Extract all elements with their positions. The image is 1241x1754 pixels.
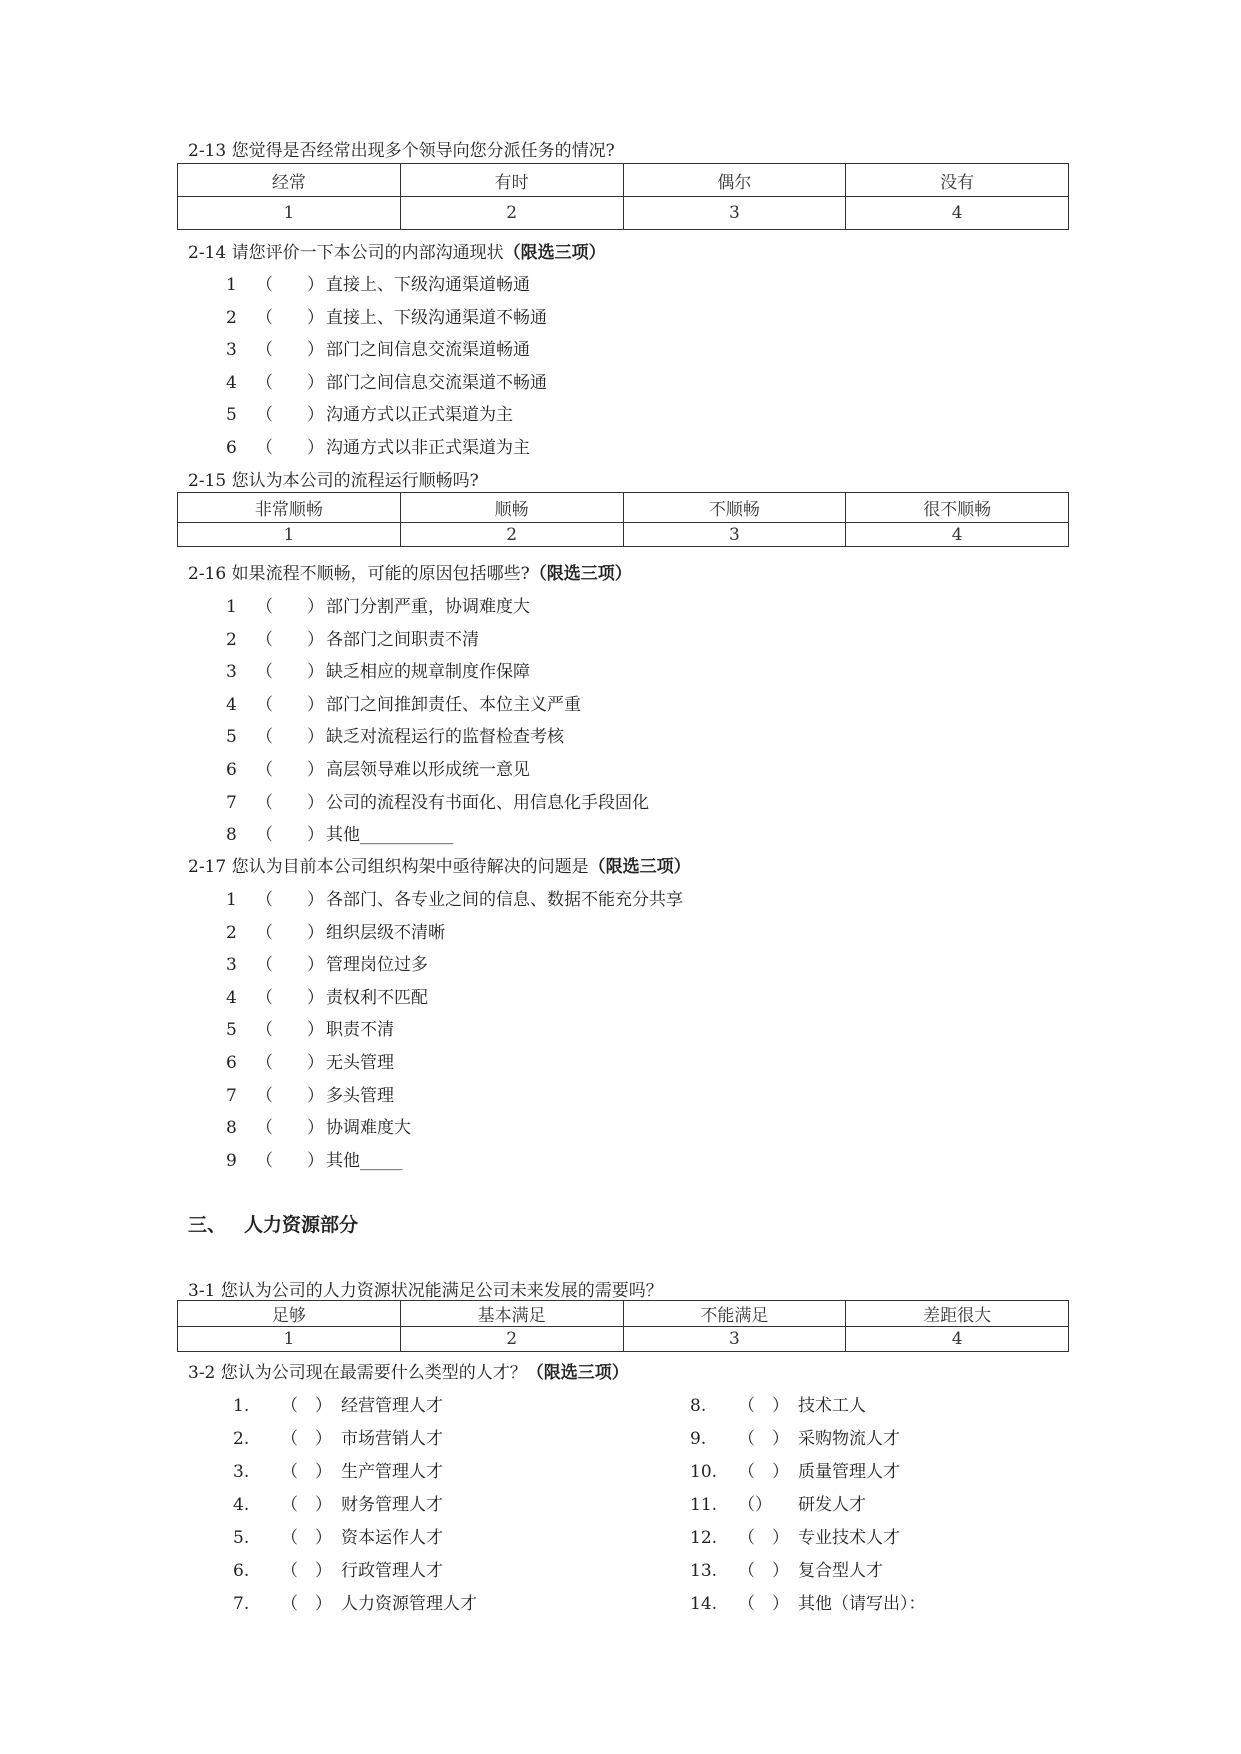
option-row[interactable]: [226, 400, 513, 425]
option-number: 14.: [690, 1594, 718, 1614]
question-note: （限选三项）: [526, 1363, 629, 1383]
option-number: 5.: [233, 1528, 250, 1548]
question-2-17-title: [188, 852, 691, 877]
option-text: 生产管理人才: [341, 1462, 443, 1482]
scale-value[interactable]: 4: [846, 523, 1069, 547]
option-text: 部门之间推卸责任、本位主义严重: [326, 694, 581, 715]
question-note: （限选三项）: [588, 857, 691, 877]
option-text: 部门分割严重，协调难度大: [326, 597, 530, 617]
option-text: 缺乏相应的规章制度作保障: [326, 662, 530, 683]
option-number: 7: [226, 792, 237, 813]
option-number: 9.: [690, 1429, 707, 1449]
scale-value[interactable]: 1: [178, 523, 401, 547]
option-row[interactable]: [226, 690, 581, 715]
option-checkbox-paren[interactable]: （）: [738, 1495, 772, 1515]
option-checkbox-paren[interactable]: （ ）: [281, 1396, 332, 1416]
option-number: 4: [226, 987, 237, 1008]
option-row[interactable]: [226, 1081, 394, 1106]
scale-header: 很不顺畅: [846, 493, 1069, 523]
option-number: 1.: [233, 1396, 250, 1416]
option-text: 其他_____: [326, 1150, 403, 1171]
option-text: 经营管理人才: [341, 1396, 443, 1416]
question-2-15-title: 2-15 您认为本公司的流程运行顺畅吗?: [188, 471, 479, 491]
option-text: 质量管理人才: [798, 1462, 900, 1482]
option-row[interactable]: [226, 625, 479, 650]
question-note: （限选三项）: [503, 243, 606, 263]
option-checkbox-paren[interactable]: （ ）: [738, 1594, 789, 1614]
option-number: 5: [226, 1020, 237, 1041]
option-number: 2: [226, 307, 237, 328]
option-checkbox-paren[interactable]: （ ）: [281, 1429, 332, 1449]
option-text: 行政管理人才: [341, 1561, 443, 1581]
option-text: 直接上、下级沟通渠道畅通: [326, 275, 530, 295]
option-row[interactable]: [226, 335, 530, 360]
option-text: 多头管理: [326, 1085, 394, 1106]
talent-option-row[interactable]: [690, 1556, 883, 1581]
talent-option-row[interactable]: [233, 1424, 443, 1449]
scale-value[interactable]: 1: [178, 1327, 401, 1352]
option-number: 2.: [233, 1429, 250, 1449]
option-number: 3.: [233, 1462, 250, 1482]
option-checkbox-paren[interactable]: （ ）: [256, 922, 324, 943]
option-checkbox-paren[interactable]: （ ）: [256, 1118, 324, 1139]
talent-option-row[interactable]: [233, 1490, 443, 1515]
option-row[interactable]: [226, 820, 454, 845]
option-row[interactable]: [226, 755, 530, 780]
scale-table-3-1: [177, 1300, 1069, 1352]
question-2-13-title: 2-13 您觉得是否经常出现多个领导向您分派任务的情况?: [188, 141, 615, 161]
option-text: 研发人才: [798, 1495, 866, 1515]
option-checkbox-paren[interactable]: （ ）: [256, 597, 324, 617]
option-number: 6: [226, 1053, 237, 1073]
option-number: 3: [226, 662, 237, 683]
option-text: 其他（请写出）：: [798, 1594, 926, 1614]
talent-option-row[interactable]: [690, 1424, 900, 1449]
talent-option-row[interactable]: [690, 1589, 926, 1614]
talent-option-row[interactable]: [233, 1457, 443, 1482]
option-checkbox-paren[interactable]: （ ）: [256, 987, 324, 1008]
option-number: 1: [226, 275, 237, 295]
option-checkbox-paren[interactable]: （ ）: [281, 1594, 332, 1614]
option-number: 5: [226, 727, 237, 748]
option-row[interactable]: [226, 1015, 394, 1040]
option-number: 8.: [690, 1396, 707, 1416]
question-2-16-title: [188, 559, 632, 584]
option-checkbox-paren[interactable]: （ ）: [256, 405, 324, 426]
option-checkbox-paren[interactable]: （ ）: [738, 1462, 789, 1482]
scale-value[interactable]: 2: [400, 523, 623, 547]
option-text: 采购物流人才: [798, 1429, 900, 1449]
option-text: 组织层级不清晰: [326, 922, 445, 943]
option-number: 2: [226, 922, 237, 943]
question-3-1-title: 3-1 您认为公司的人力资源状况能满足公司未来发展的需要吗？: [188, 1281, 663, 1301]
option-checkbox-paren[interactable]: （ ）: [281, 1561, 332, 1581]
scale-value[interactable]: 3: [623, 1327, 846, 1352]
option-checkbox-paren[interactable]: （ ）: [738, 1528, 789, 1548]
option-text: 各部门之间职责不清: [326, 629, 479, 650]
option-number: 11.: [690, 1495, 718, 1515]
option-text: 其他___________: [326, 825, 454, 846]
option-number: 7.: [233, 1594, 250, 1614]
option-checkbox-paren[interactable]: （ ）: [256, 1020, 324, 1041]
option-text: 协调难度大: [326, 1118, 411, 1139]
option-row[interactable]: [226, 918, 445, 943]
option-checkbox-paren[interactable]: （ ）: [256, 662, 324, 683]
option-number: 4.: [233, 1495, 250, 1515]
scale-header: 偶尔: [623, 164, 846, 197]
scale-value[interactable]: 4: [846, 197, 1069, 230]
question-2-14-title: [188, 238, 606, 263]
option-row[interactable]: [226, 592, 530, 617]
option-row[interactable]: [226, 1048, 394, 1073]
option-checkbox-paren[interactable]: （ ）: [281, 1495, 332, 1515]
option-text: 专业技术人才: [798, 1528, 900, 1548]
option-number: 6: [226, 438, 237, 458]
scale-header: 足够: [178, 1301, 401, 1327]
option-number: 3: [226, 340, 237, 361]
option-checkbox-paren[interactable]: （ ）: [256, 372, 324, 393]
option-row[interactable]: [226, 722, 564, 747]
option-text: 无头管理: [326, 1053, 394, 1073]
option-row[interactable]: [226, 303, 547, 328]
option-row[interactable]: [226, 983, 428, 1008]
option-checkbox-paren[interactable]: （ ）: [256, 340, 324, 361]
option-checkbox-paren[interactable]: （ ）: [281, 1462, 332, 1482]
option-text: 部门之间信息交流渠道畅通: [326, 340, 530, 361]
option-number: 4: [226, 694, 237, 715]
option-text: 复合型人才: [798, 1561, 883, 1581]
scale-header: 不能满足: [623, 1301, 846, 1327]
option-row[interactable]: [226, 657, 530, 682]
talent-option-row[interactable]: [690, 1391, 866, 1416]
option-number: 2: [226, 629, 237, 650]
option-row[interactable]: [226, 1146, 403, 1171]
option-checkbox-paren[interactable]: （ ）: [256, 727, 324, 748]
option-text: 沟通方式以正式渠道为主: [326, 405, 513, 426]
option-checkbox-paren[interactable]: （ ）: [738, 1396, 789, 1416]
option-checkbox-paren[interactable]: （ ）: [256, 438, 324, 458]
scale-table-2-13: [177, 163, 1069, 230]
option-number: 6: [226, 760, 237, 780]
scale-header: 顺畅: [400, 493, 623, 523]
option-number: 4: [226, 372, 237, 393]
option-checkbox-paren[interactable]: （ ）: [256, 955, 324, 976]
option-text: 管理岗位过多: [326, 955, 428, 976]
talent-option-row[interactable]: [690, 1457, 900, 1482]
scale-header: 有时: [400, 164, 623, 197]
option-checkbox-paren[interactable]: （ ）: [738, 1429, 789, 1449]
option-checkbox-paren[interactable]: （ ）: [256, 760, 324, 780]
scale-header: 经常: [178, 164, 401, 197]
scale-header: 非常顺畅: [178, 493, 401, 523]
option-number: 8: [226, 825, 237, 846]
option-text: 缺乏对流程运行的监督检查考核: [326, 727, 564, 748]
option-number: 10.: [690, 1462, 718, 1482]
scale-value[interactable]: 2: [400, 1327, 623, 1352]
option-checkbox-paren[interactable]: （ ）: [256, 1085, 324, 1106]
option-number: 8: [226, 1118, 237, 1139]
option-row[interactable]: [226, 270, 530, 295]
option-number: 6.: [233, 1561, 250, 1581]
option-checkbox-paren[interactable]: （ ）: [256, 1053, 324, 1073]
scale-header: 没有: [846, 164, 1069, 197]
option-checkbox-paren[interactable]: （ ）: [738, 1561, 789, 1581]
section-title: 人力资源部分: [244, 1214, 359, 1236]
option-checkbox-paren[interactable]: （ ）: [256, 275, 324, 295]
option-text: 责权利不匹配: [326, 987, 428, 1008]
option-number: 3: [226, 955, 237, 976]
talent-option-row[interactable]: [233, 1556, 443, 1581]
talent-option-row[interactable]: [690, 1523, 900, 1548]
option-text: 高层领导难以形成统一意见: [326, 760, 530, 780]
option-text: 技术工人: [798, 1396, 866, 1416]
section-heading: [188, 1210, 358, 1237]
talent-option-row[interactable]: [690, 1490, 866, 1515]
option-checkbox-paren[interactable]: （ ）: [256, 629, 324, 650]
option-text: 财务管理人才: [341, 1495, 443, 1515]
option-text: 沟通方式以非正式渠道为主: [326, 438, 530, 458]
option-checkbox-paren[interactable]: （ ）: [256, 792, 324, 813]
option-number: 12.: [690, 1528, 718, 1548]
talent-option-row[interactable]: [233, 1391, 443, 1416]
option-row[interactable]: [226, 885, 683, 910]
option-checkbox-paren[interactable]: （ ）: [256, 307, 324, 328]
talent-option-row[interactable]: [233, 1523, 443, 1548]
scale-header: 不顺畅: [623, 493, 846, 523]
scale-table-2-15: [177, 492, 1069, 547]
option-number: 1: [226, 597, 237, 617]
option-row[interactable]: [226, 368, 547, 393]
option-text: 直接上、下级沟通渠道不畅通: [326, 307, 547, 328]
option-text: 市场营销人才: [341, 1429, 443, 1449]
option-number: 7: [226, 1085, 237, 1106]
question-text: 2-14 请您评价一下本公司的内部沟通现状: [188, 243, 504, 263]
scale-value[interactable]: 3: [623, 523, 846, 547]
scale-header: 差距很大: [846, 1301, 1069, 1327]
option-number: 9: [226, 1150, 237, 1171]
option-number: 13.: [690, 1561, 718, 1581]
option-number: 1: [226, 890, 237, 910]
question-text: 2-17 您认为目前本公司组织构架中亟待解决的问题是: [188, 857, 589, 877]
option-checkbox-paren[interactable]: （ ）: [256, 890, 324, 910]
question-text: 2-16 如果流程不顺畅，可能的原因包括哪些?: [188, 564, 530, 584]
option-number: 5: [226, 405, 237, 426]
option-text: 部门之间信息交流渠道不畅通: [326, 372, 547, 393]
option-row[interactable]: [226, 950, 428, 975]
option-checkbox-paren[interactable]: （ ）: [281, 1528, 332, 1548]
option-text: 资本运作人才: [341, 1528, 443, 1548]
option-row[interactable]: [226, 1113, 411, 1138]
question-3-2-title: [188, 1358, 629, 1383]
option-text: 各部门、各专业之间的信息、数据不能充分共享: [326, 890, 683, 910]
option-checkbox-paren[interactable]: （ ）: [256, 1150, 324, 1171]
option-text: 职责不清: [326, 1020, 394, 1041]
question-note: （限选三项）: [529, 564, 632, 584]
option-row[interactable]: [226, 433, 530, 458]
scale-value[interactable]: 1: [178, 197, 401, 230]
scale-value[interactable]: 4: [846, 1327, 1069, 1352]
option-row[interactable]: [226, 788, 649, 813]
option-checkbox-paren[interactable]: （ ）: [256, 694, 324, 715]
scale-header: 基本满足: [400, 1301, 623, 1327]
scale-value[interactable]: 3: [623, 197, 846, 230]
option-text: 公司的流程没有书面化、用信息化手段固化: [326, 792, 649, 813]
section-number: 三、: [188, 1214, 227, 1236]
option-text: 人力资源管理人才: [341, 1594, 477, 1614]
question-text: 3-2 您认为公司现在最需要什么类型的人才？: [188, 1363, 527, 1383]
scale-value[interactable]: 2: [400, 197, 623, 230]
talent-option-row[interactable]: [233, 1589, 477, 1614]
option-checkbox-paren[interactable]: （ ）: [256, 825, 324, 846]
